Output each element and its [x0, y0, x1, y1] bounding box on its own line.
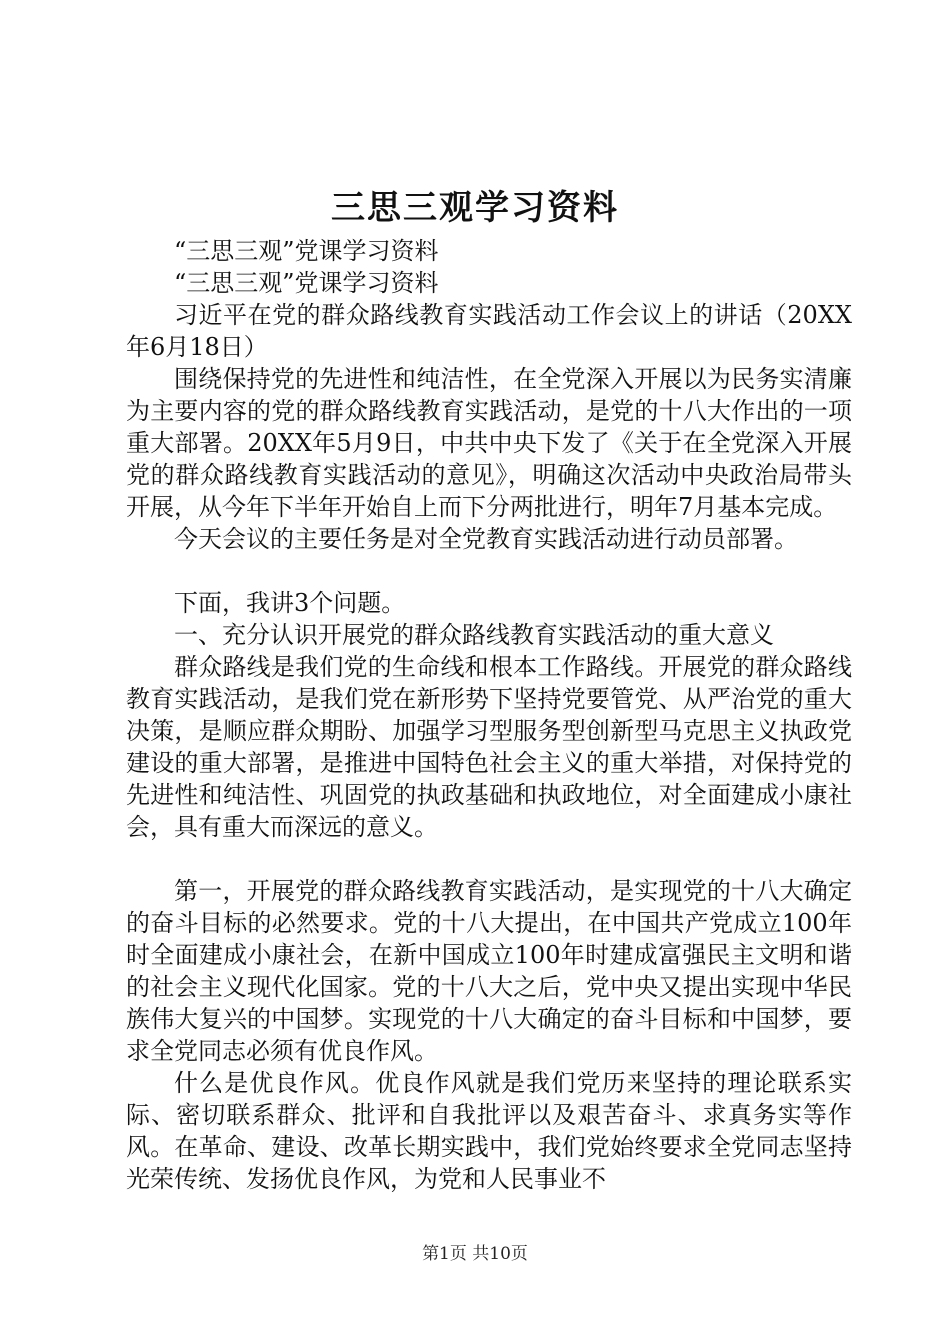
- section-heading-1: 一、充分认识开展党的群众路线教育实践活动的重大意义: [174, 621, 774, 649]
- paragraph-speech-heading: 习近平在党的群众路线教育实践活动工作会议上的讲话（20XX年6月18日）: [126, 301, 852, 361]
- paragraph-subtitle-1: “三思三观”党课学习资料: [174, 237, 439, 265]
- paragraph-three-issues: 下面，我讲3个问题。: [174, 589, 406, 617]
- paragraph-mass-line: 群众路线是我们党的生命线和根本工作路线。开展党的群众路线教育实践活动，是我们党在新形势下坚持党要管党、从严治党的重大决策，是顺应群众期盼、加强学习型服务型创新型马克思主义执政党建设的重大部署，是推进中国特色社会主义的重大举措，对保持党的先进性和纯洁性、巩固党的执政基础和执政地位，对全面建成小康社会，具有重大而深远的意义。: [126, 653, 852, 841]
- paragraph-first-point: 第一，开展党的群众路线教育实践活动，是实现党的十八大确定的奋斗目标的必然要求。党的十八大提出，在中国共产党成立100年时全面建成小康社会，在新中国成立100年时建成富强民主文明和谐的社会主义现代化国家。党的十八大之后，党中央又提出实现中华民族伟大复兴的中国梦。实现党的十八大确定的奋斗目标和中国梦，要求全党同志必须有优良作风。: [126, 877, 852, 1065]
- document-title: 三思三观学习资料: [331, 188, 619, 228]
- paragraph-subtitle-2: “三思三观”党课学习资料: [174, 269, 439, 297]
- paragraph-good-style: 什么是优良作风。优良作风就是我们党历来坚持的理论联系实际、密切联系群众、批评和自我批评以及艰苦奋斗、求真务实等作风。在革命、建设、改革长期实践中，我们党始终要求全党同志坚持光荣传统、发扬优良作风，为党和人民事业不: [126, 1069, 852, 1193]
- page-number-footer: 第1页 共10页: [422, 1244, 528, 1264]
- paragraph-intro: 围绕保持党的先进性和纯洁性，在全党深入开展以为民务实清廉为主要内容的党的群众路线教育实践活动，是党的十八大作出的一项重大部署。20XX年5月9日，中共中央下发了《关于在全党深入开展党的群众路线教育实践活动的意见》，明确这次活动中央政治局带头开展，从今年下半年开始自上而下分两批进行，明年7月基本完成。: [126, 365, 852, 521]
- document-body: [126, 235, 852, 1195]
- paragraph-meeting-task: 今天会议的主要任务是对全党教育实践活动进行动员部署。: [174, 525, 798, 553]
